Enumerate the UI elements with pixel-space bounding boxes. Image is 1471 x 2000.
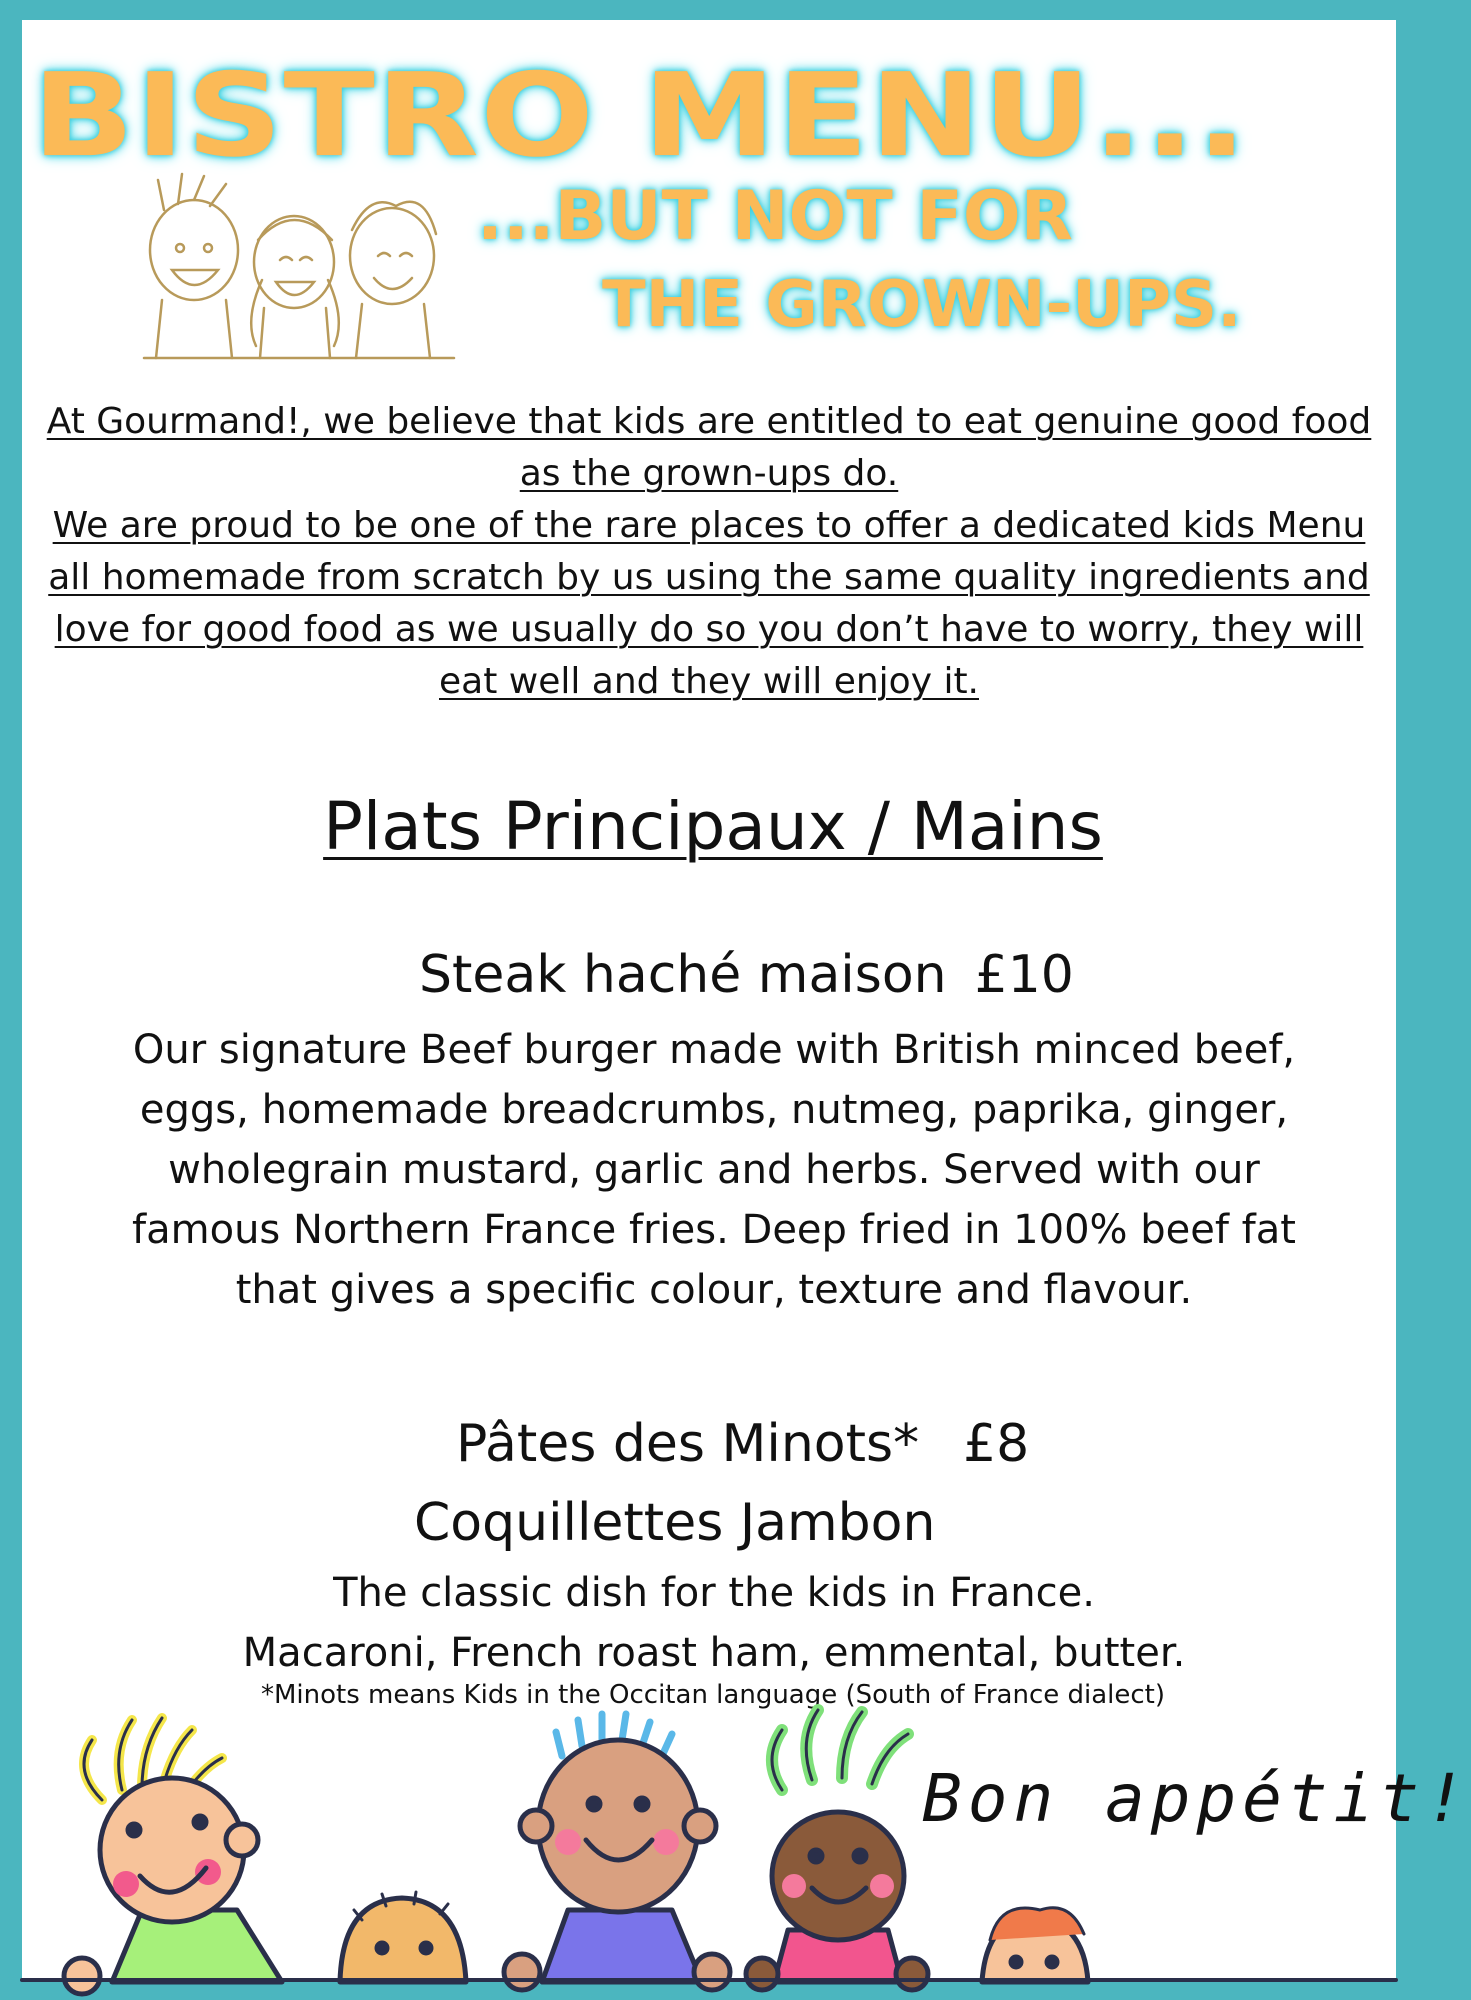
three-kids-sketch-icon [134, 170, 464, 370]
intro-paragraph-2: We are proud to be one of the rare places to offer a dedicated kids Menu all homemade from scratch by us using the same quality ingredients and love for good food as we usually do so you don’t have to worry, they will eat well and they will enjoy it. [48, 505, 1370, 702]
menu-subtitle-line1: ...BUT NOT FOR [477, 177, 1073, 256]
dish-title [456, 1414, 1029, 1474]
dish-name: Pâtes des Minots* [456, 1414, 920, 1474]
dish-title [419, 945, 1074, 1005]
section-title-mains: Plats Principaux / Mains [323, 788, 1103, 865]
dish-price: £8 [963, 1414, 1030, 1474]
dish-subtitle: Coquillettes Jambon [414, 1493, 936, 1553]
menu-title: BISTRO MENU... [32, 48, 1249, 183]
dish-description-line: Macaroni, French roast ham, emmental, butter. [242, 1630, 1186, 1676]
dish-description: Our signature Beef burger made with British minced beef, eggs, homemade breadcrumbs, nutmeg, paprika, ginger, wholegrain mustard, garlic and herbs. Served with our famous Northern France fries. Deep fried in 100% beef fat that gives a specific colour, texture and flavour. [132, 1027, 1296, 1313]
dish-price: £10 [974, 945, 1074, 1005]
dish-name: Steak haché maison [419, 945, 947, 1005]
menu-subtitle-line2: THE GROWN-UPS. [602, 268, 1242, 342]
intro-text [36, 396, 1382, 708]
bon-appetit-signoff: Bon appétit! [922, 1760, 1471, 1837]
footnote: *Minots means Kids in the Occitan language (South of France dialect) [260, 1680, 1166, 1710]
intro-paragraph-1: At Gourmand!, we believe that kids are entitled to eat genuine good food as the grown-ups do. [46, 401, 1372, 494]
dish-description [112, 1563, 1316, 1683]
menu-page [22, 20, 1471, 1982]
dish-description-line: The classic dish for the kids in France. [333, 1570, 1095, 1616]
